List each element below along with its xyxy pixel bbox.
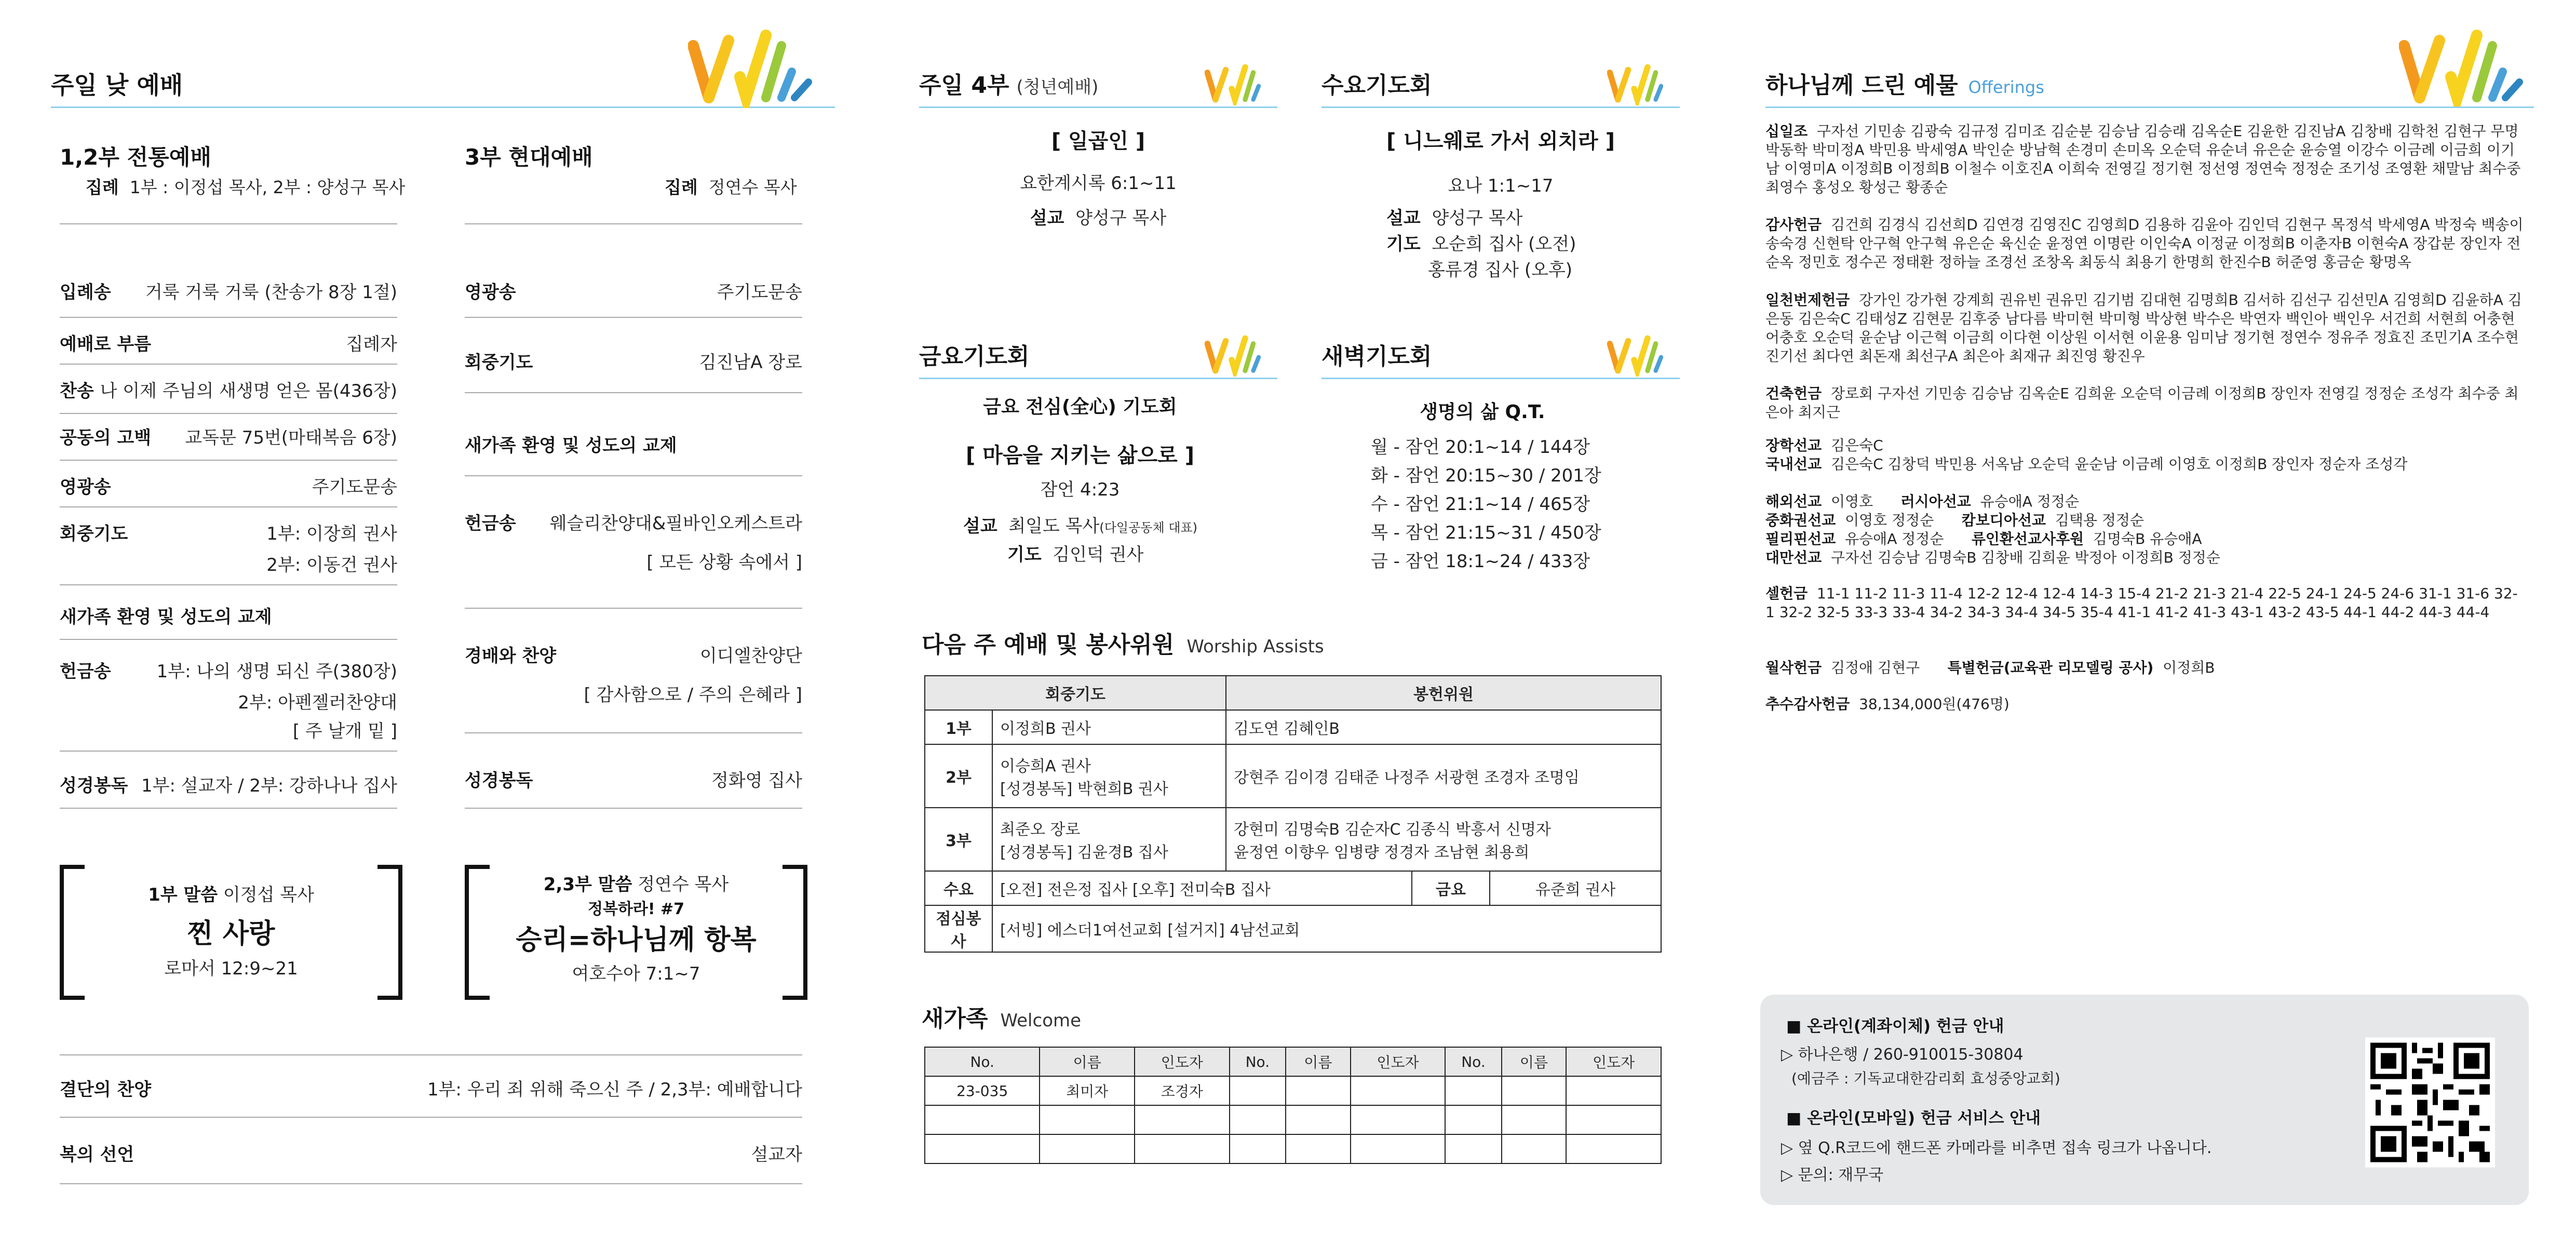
youth-preacher: 설교 양성구 목사 — [1030, 208, 1167, 229]
foreign-3: 대만선교 구자선 김승남 김명숙B 김창배 김희윤 박정아 이정희B 정정순 — [1765, 549, 2220, 566]
col1-value-1: 집례자 — [346, 334, 397, 355]
dawn-title: 새벽기도회 — [1321, 343, 1432, 370]
s12-title: 1,2부 전통예배 — [60, 144, 211, 170]
online-box — [1760, 995, 2529, 1205]
dawn-item-3: 목 - 잠언 21:15~31 / 450장 — [1371, 523, 1601, 543]
foreign-1: 중화권선교 이영호 정정순 캄보디아선교 김택용 정정순 — [1765, 512, 2144, 529]
left-panel — [0, 0, 852, 1258]
col1-rule-8 — [60, 808, 397, 809]
dawn-name: 생명의 삶 Q.T. — [1420, 402, 1545, 423]
col2-value-4: 이디엘찬양단 — [699, 646, 802, 666]
newcomer-header: No. 이름 인도자 No. 이름 인도자 No. 이름 인도자 — [925, 1047, 1661, 1076]
col1-rule-4 — [60, 506, 397, 507]
monthly: 일천번제헌금 강가인 강가현 강계희 권유빈 권유민 김기범 김대현 김명희B 김서하 김선구 김선민A 김영희D 김윤하A 김은동 김은숙C 김태성Z 김현문 김후중 남다름 박미현 박미형 박상현 박수은 박연자 백인아 백인우 서건희 서현희 어충현 어충호 오순덕 윤순남 이근혁 이금희 이다현 이상원 이서현 이윤용 임미남 정기현 정연수 정유주 정효진 조민기A 조수현 진기선 최다연 최돈재 최선구A 최은아 최재규 최진영 황진우 — [1765, 291, 2522, 365]
offerings-underline — [1765, 106, 2534, 108]
col2-rule-1 — [465, 392, 802, 393]
table-row: 1부 이정희B 권사 김도연 김혜인B — [925, 710, 1661, 744]
col1-rule-6 — [60, 639, 397, 640]
fri-underline — [919, 378, 1277, 379]
wed-preacher: 설교 양성구 목사 — [1386, 208, 1523, 229]
table-row — [925, 1134, 1661, 1163]
church-logo-icon — [1205, 61, 1272, 105]
s12-rule — [60, 223, 397, 224]
col2-label-2: 새가족 환영 및 성도의 교제 — [465, 435, 677, 456]
col1-value-7: 1부: 나의 생명 되신 주(380장) — [156, 661, 397, 682]
col1-value-5: 1부: 이장희 권사 — [266, 524, 397, 544]
col2-label-0: 영광송 — [465, 282, 516, 303]
s12-leader: 집례 1부 : 이정섭 목사, 2부 : 양성구 목사 — [86, 177, 406, 197]
domestic: 국내선교 김은숙C 김창덕 박민용 서옥남 오순덕 윤순남 이금례 이영호 이정희B 장인자 정순자 조성각 — [1765, 456, 2408, 473]
s3-title: 3부 현대예배 — [465, 144, 593, 170]
fri-ref: 잠언 4:23 — [1040, 479, 1120, 500]
fri-pray: 기도 김인덕 권사 — [1007, 544, 1144, 565]
assist-table — [924, 675, 1662, 953]
table-row: 점심봉사 [서빙] 에스더1여선교회 [설거지] 4남선교회 — [925, 905, 1661, 952]
col2-value-5: 정화영 집사 — [711, 770, 802, 791]
col2-label-4: 경배와 찬양 — [465, 646, 557, 666]
online-h2: ■ 온라인(모바일) 헌금 서비스 안내 — [1786, 1109, 2041, 1128]
sermon1-head: 1부 말씀 이정섭 목사 — [148, 885, 314, 905]
col1-value-8: 1부: 설교자 / 2부: 강하나나 집사 — [141, 775, 397, 796]
bless-value: 설교자 — [751, 1144, 802, 1165]
online-l3: ▷ 옆 Q.R코드에 핸드폰 카메라를 비추면 접속 링크가 나옵니다. — [1781, 1139, 2212, 1157]
col1-label-6: 새가족 환영 및 성도의 교제 — [60, 607, 272, 627]
dawn-item-4: 금 - 잠언 18:1~24 / 433장 — [1371, 551, 1590, 572]
col1-label-5: 회중기도 — [60, 524, 128, 544]
table-row: 23-035 최미자 조경자 — [925, 1076, 1661, 1105]
col1-label-4: 영광송 — [60, 477, 111, 498]
middle-panel — [852, 0, 1703, 1258]
online-h1: ■ 온라인(계좌이체) 헌금 안내 — [1786, 1017, 2004, 1036]
sunday-title: 주일 낮 예배 — [51, 71, 183, 99]
fri-name: 금요 전심(全心) 기도회 — [983, 396, 1177, 418]
order-col2 — [465, 265, 802, 836]
assist-h2: 봉헌위원 — [1226, 676, 1661, 710]
closing-value: 1부: 우리 죄 위해 죽으신 주 / 2,3부: 예배합니다 — [427, 1079, 802, 1100]
col1-value-7b: 2부: 아펜젤러찬양대 — [238, 692, 397, 713]
dawn-item-0: 월 - 잠언 20:1~14 / 144장 — [1371, 437, 1590, 458]
col1-label-2: 찬송 — [60, 381, 94, 402]
col2-value-1: 김진남A 장로 — [699, 352, 802, 373]
table-row: 수요 [오전] 전은정 집사 [오후] 전미숙B 집사 금요 유준희 권사 — [925, 871, 1661, 905]
sermon23-title: 승리=하나님께 항복 — [516, 925, 757, 956]
church-logo-icon — [688, 25, 818, 108]
church-logo-icon — [1607, 61, 1675, 105]
sermon23-series: 정복하라! #7 — [587, 900, 685, 918]
col1-label-7: 헌금송 — [60, 661, 111, 682]
col1-value-3: 교독문 75번(마태복음 6장) — [185, 427, 397, 448]
col1-value-2: 나 이제 주님의 새생명 얻은 몸(436장) — [100, 381, 397, 402]
col2-rule-0 — [465, 317, 802, 318]
tithe: 십일조 구자선 기민송 김광숙 김규정 김미조 김순분 김승남 김승래 김옥순E 김윤한 김진남A 김창배 김학천 김현구 무명 박동학 박미정A 박민용 박세영A 박인순 방남혁 손경미 손미옥 오순덕 유순녀 유은순 윤승열 이강수 이금례 이금희 이기남 이영미A 이정희B 이정희B 이철수 이호진A 이희숙 전영길 정기현 정선영 정연숙 정정순 조기성 조영환 채말남 최수중 최영수 홍성오 황성근 황종순 — [1765, 123, 2521, 196]
table-row — [925, 1105, 1661, 1134]
wed-ref: 요나 1:1~17 — [1448, 176, 1554, 196]
col1-rule-7 — [60, 751, 397, 752]
wed-underline — [1321, 106, 1680, 108]
youth-ref: 요한계시록 6:1~11 — [1020, 173, 1177, 194]
col1-rule-0 — [60, 317, 397, 318]
sermon1-box — [60, 865, 402, 995]
col2-rule-2 — [465, 475, 802, 476]
col2-label-5: 성경봉독 — [465, 770, 533, 791]
col2-value-3b: [ 모든 상황 속에서 ] — [646, 552, 802, 573]
thanks: 감사헌금 김건희 김경식 김선희D 김연경 김영진C 김영희D 김용하 김윤아 김인덕 김현구 목정석 박세영A 박정숙 백송이 송숙경 신현탁 안구혁 안구혁 유은순 육신순 윤정연 이명란 이인숙A 이정균 이정희B 이춘자B 이현숙A 장갑분 장인자 전순옥 정민호 정수곤 정태환 정하늘 조경선 조창옥 최동식 최용기 한명희 한진수B 허준영 홍금순 황명옥 — [1765, 216, 2524, 271]
foreign-0: 해외선교 이영호 러시아선교 유승애A 정정순 — [1765, 493, 2079, 510]
church-logo-icon — [1205, 332, 1272, 377]
harvest: 추수감사헌금 38,134,000원(476명) — [1765, 695, 2009, 713]
wed-theme: [ 니느웨로 가서 외치라 ] — [1386, 129, 1615, 153]
assist-h1: 회중기도 — [925, 676, 1226, 710]
col1-value-0: 거룩 거룩 거룩 (찬송가 8장 1절) — [145, 282, 397, 303]
order-col1 — [60, 265, 397, 836]
closing-rule — [60, 1117, 802, 1118]
online-l4: ▷ 문의: 재무국 — [1781, 1166, 1884, 1184]
col1-label-1: 예배로 부름 — [60, 334, 152, 355]
dawn-item-2: 수 - 잠언 21:1~14 / 465장 — [1371, 494, 1590, 515]
fri-theme: [ 마음을 지키는 삶으로 ] — [965, 444, 1195, 467]
col1-label-8: 성경봉독 — [60, 775, 128, 796]
bless-rule — [60, 1183, 802, 1184]
youth-title: 주일 4부 (청년예배) — [919, 72, 1099, 99]
offerings-title: 하나님께 드린 예물 Offerings — [1765, 72, 2044, 99]
col2-value-0: 주기도문송 — [717, 282, 802, 303]
build: 건축헌금 장로회 구자선 기민송 김승남 김옥순E 김희윤 오순덕 이금례 이정희B 장인자 전영길 정정순 조성각 최수중 최은아 최지근 — [1765, 385, 2519, 421]
newcomer-table — [924, 1047, 1662, 1164]
s3-leader: 집례 정연수 목사 — [665, 177, 797, 197]
sermon1-ref: 로마서 12:9~21 — [164, 958, 298, 979]
table-row: 3부 최준오 장로 [성경봉독] 김윤경B 집사 강현미 김명숙B 김순자C 김종식 박흥서 신명자 윤정연 이향우 임병량 정경자 조남현 최용희 — [925, 808, 1661, 871]
church-logo-icon — [2399, 25, 2529, 108]
col1-value-7c: [ 주 날개 밑 ] — [292, 721, 397, 742]
wed-pray: 기도 오순희 집사 (오전) — [1386, 234, 1576, 255]
assist-title: 다음 주 예배 및 봉사위원 Worship Assists — [922, 632, 1324, 658]
month-offering: 월삭헌금 김정애 김현구 특별헌금(교육관 리모델링 공사) 이정희B — [1765, 659, 2215, 676]
col2-rule-3 — [465, 608, 802, 609]
wed-pray2: 홍류경 집사 (오후) — [1428, 260, 1573, 280]
dawn-item-1: 화 - 잠언 20:15~30 / 201장 — [1371, 465, 1601, 486]
col1-rule-2 — [60, 413, 397, 414]
online-l1: ▷ 하나은행 / 260-910015-30804 — [1781, 1046, 2024, 1064]
col1-label-0: 입례송 — [60, 282, 111, 303]
qr-code-icon[interactable] — [2365, 1034, 2495, 1171]
col2-rule-5 — [465, 808, 802, 809]
col1-value-4: 주기도문송 — [312, 477, 397, 498]
col2-value-4b: [ 감사함으로 / 주의 은혜라 ] — [584, 685, 802, 705]
col1-rule-5 — [60, 584, 397, 585]
col1-value-5b: 2부: 이동건 권사 — [266, 555, 397, 576]
youth-underline — [919, 106, 1277, 108]
online-l2: (예금주 : 기독교대한감리회 효성중앙교회) — [1791, 1070, 2060, 1087]
sermon1-title: 찐 사랑 — [187, 918, 275, 949]
fri-preacher: 설교 최일도 목사(다일공동체 대표) — [963, 516, 1198, 537]
col2-value-3: 웨슬리찬양대&필바인오케스트라 — [549, 513, 802, 534]
scholar: 장학선교 김은숙C — [1765, 437, 1883, 454]
dawn-underline — [1321, 378, 1680, 379]
sermon23-ref: 여호수아 7:1~7 — [572, 963, 700, 984]
right-panel — [1703, 0, 2576, 1258]
bless-label: 복의 선언 — [60, 1144, 134, 1165]
table-row: 2부 이승희A 권사 [성경봉독] 박현희B 권사 강현주 김이경 김태준 나정주 서광현 조경자 조명임 — [925, 744, 1661, 808]
s3-rule — [465, 223, 802, 224]
col1-label-3: 공동의 고백 — [60, 427, 152, 448]
fri-title: 금요기도회 — [919, 343, 1030, 370]
col1-rule-3 — [60, 460, 397, 461]
closing-label: 결단의 찬양 — [60, 1079, 152, 1100]
col2-label-1: 회중기도 — [465, 352, 533, 373]
foreign-2: 필리핀선교 유승애A 정정순 류인환선교사후원 김명숙B 유승애A — [1765, 530, 2202, 547]
wed-title: 수요기도회 — [1321, 72, 1432, 99]
sermon23-box — [465, 865, 807, 995]
sermon23-head: 2,3부 말씀 정연수 목사 — [543, 874, 729, 895]
col2-label-3: 헌금송 — [465, 513, 516, 534]
col1-rule-1 — [60, 364, 397, 365]
church-logo-icon — [1607, 332, 1675, 377]
youth-theme: [ 일곱인 ] — [1051, 129, 1145, 153]
newcomer-title: 새가족 Welcome — [922, 1006, 1082, 1032]
col2-rule-4 — [465, 732, 802, 733]
closing-top-rule — [60, 1054, 802, 1055]
cell: 셀헌금 11-1 11-2 11-3 11-4 12-2 12-4 12-4 14-3 15-4 21-2 21-3 21-4 22-5 24-1 24-5 24-6 31-1 31-6 32-1 32-2 32-5 33-3 33-4 34-2 34-3 34-4 34-5 35-4 41-1 41-2 41-3 43-1 43-2 43-5 44-1 44-2 44-3 44-4 — [1765, 585, 2518, 621]
